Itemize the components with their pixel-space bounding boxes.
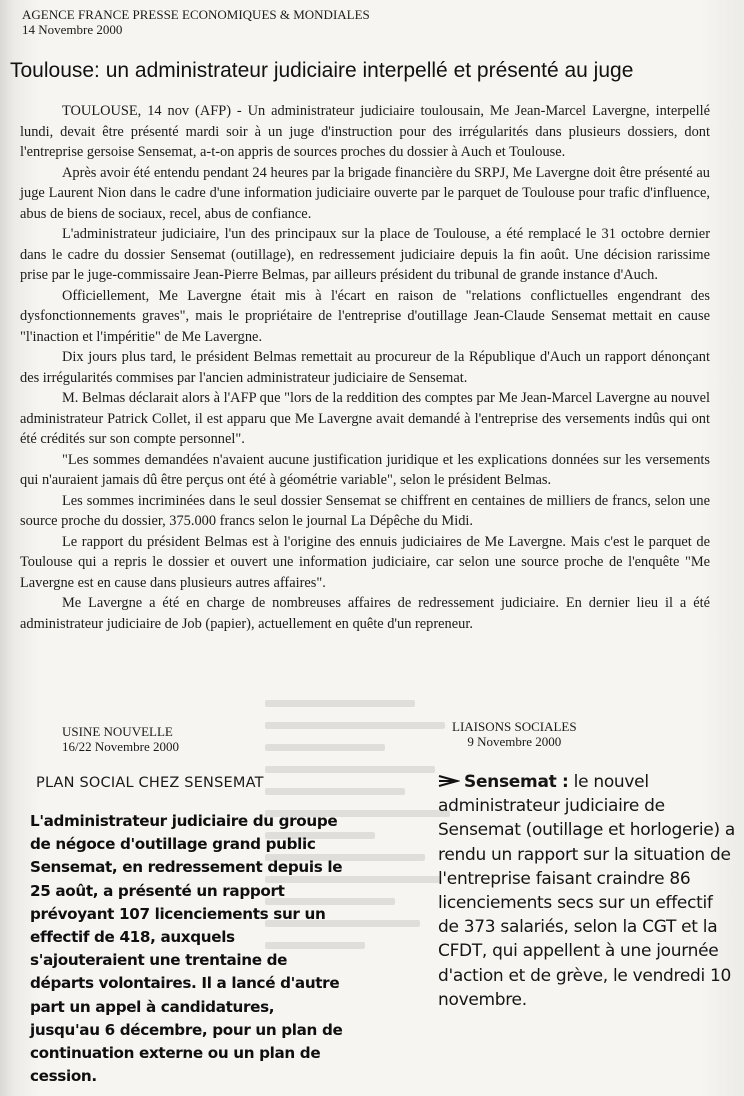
usine-box-body: L'administrateur judiciaire du groupe de négoce d'outillage grand public Sensemat, en redressement depuis le 25 août, a présenté un rapport prévoyant 107 licenciements sur un effectif de 418, auxquels s'ajouteraient une trentaine de départs volontaires. Il a lancé d'autre part un appel à candidatures, jusqu'au 6 décembre, pour un plan de continuation externe ou un plan de cession. — [30, 812, 343, 1086]
arrow-bullet-icon — [438, 774, 460, 788]
afp-source-name: AGENCE FRANCE PRESSE ECONOMIQUES & MONDIALES — [22, 7, 370, 22]
liaisons-box — [438, 770, 738, 1012]
usine-source-name: USINE NOUVELLE — [62, 724, 173, 739]
liaisons-lead: Sensemat : — [464, 772, 569, 792]
article-paragraph: L'administrateur judiciaire, l'un des principaux sur la place de Toulouse, a été remplacé le 31 octobre dernier dans le cadre du dossier Sensemat (outillage), en redressement judiciaire depuis la fin août. Une décision rarissime prise par le juge-commissaire Jean-Pierre Belmas, par ailleurs président du tribunal de grande instance d'Auch. — [20, 226, 710, 283]
article-paragraph: Le rapport du président Belmas est à l'origine des ennuis judiciaires de Me Lavergne. Mais c'est le parquet de Toulouse qui a repris le dossier et ouvert une information judiciaire, car selon une source proche de l'enquête "Me Lavergne est en cause dans plusieurs autres affaires". — [20, 533, 710, 591]
liaisons-body: le nouvel administrateur judiciaire de Sensemat (outillage et horlogerie) a rendu un rapport sur la situation de l'entreprise faisant craindre 86 licenciements secs sur un effectif de 373 salariés, selon la CGT et la CFDT, qui appellent à une journée d'action et de grève, le vendredi 10 novembre. — [438, 772, 735, 1010]
afp-article-body — [20, 101, 710, 634]
usine-source-header — [62, 724, 179, 754]
afp-source-date: 14 Novembre 2000 — [22, 22, 123, 37]
afp-source-header — [22, 7, 370, 37]
article-paragraph: Après avoir été entendu pendant 24 heures par la brigade financière du SRPJ, Me Lavergne doit être présenté au juge Laurent Nion dans le cadre d'une information judiciaire ouverte par le parquet de Toulouse pour trafic d'influence, abus de biens de sociaux, recel, abus de confiance. — [20, 164, 710, 222]
article-paragraph: Officiellement, Me Lavergne était mis à l'écart en raison de "relations conflictuelles engendrant des dysfonctionnements graves", mais le propriétaire de l'entreprise d'outillage Jean-Claude Sensemat mettait en cause "l'inaction et l'impéritie" de Me Lavergne. — [20, 287, 710, 345]
article-paragraph: TOULOUSE, 14 nov (AFP) - Un administrateur judiciaire toulousain, Me Jean-Marcel Lavergne, interpellé lundi, devait être présenté mardi soir à un juge d'instruction pour des irrégularités dans plusieurs dossiers, dont l'entreprise gersoise Sensemat, a-t-on appris de sources proches du dossier à Auch et Toulouse. — [20, 103, 710, 160]
usine-source-date: 16/22 Novembre 2000 — [62, 739, 179, 754]
article-paragraph: Les sommes incriminées dans le seul dossier Sensemat se chiffrent en centaines de milliers de francs, selon une source proche du dossier, 375.000 francs selon le journal La Dépêche du Midi. — [20, 492, 710, 529]
article-paragraph: M. Belmas déclarait alors à l'AFP que "lors de la reddition des comptes par Me Jean-Marcel Lavergne au nouvel administrateur Patrick Collet, il est apparu que Me Lavergne avait demandé à l'entreprise des versements indûs qui ont été crédités sur son compte personnel". — [20, 390, 710, 447]
article-headline: Toulouse: un administrateur judiciaire interpellé et présenté au juge — [10, 59, 634, 82]
usine-box-title: PLAN SOCIAL CHEZ SENSEMAT — [36, 775, 264, 791]
article-paragraph: Dix jours plus tard, le président Belmas remettait au procureur de la République d'Auch un rapport dénonçant des irrégularités commises par l'ancien administrateur judiciaire de Sensemat. — [20, 349, 710, 386]
article-paragraph: "Les sommes demandées n'avaient aucune justification juridique et les explications données sur les versements qui n'auraient jamais dû être perçus ont été à géométrie variable", selon le président Belmas. — [20, 451, 710, 488]
liaisons-source-header — [452, 719, 577, 749]
liaisons-source-name: LIAISONS SOCIALES — [452, 719, 577, 734]
article-paragraph: Me Lavergne a été en charge de nombreuses affaires de redressement judiciaire. En dernier lieu il a été administrateur judiciaire de Job (papier), actuellement en quête d'un repreneur. — [20, 595, 710, 632]
liaisons-source-date: 9 Novembre 2000 — [467, 734, 562, 749]
